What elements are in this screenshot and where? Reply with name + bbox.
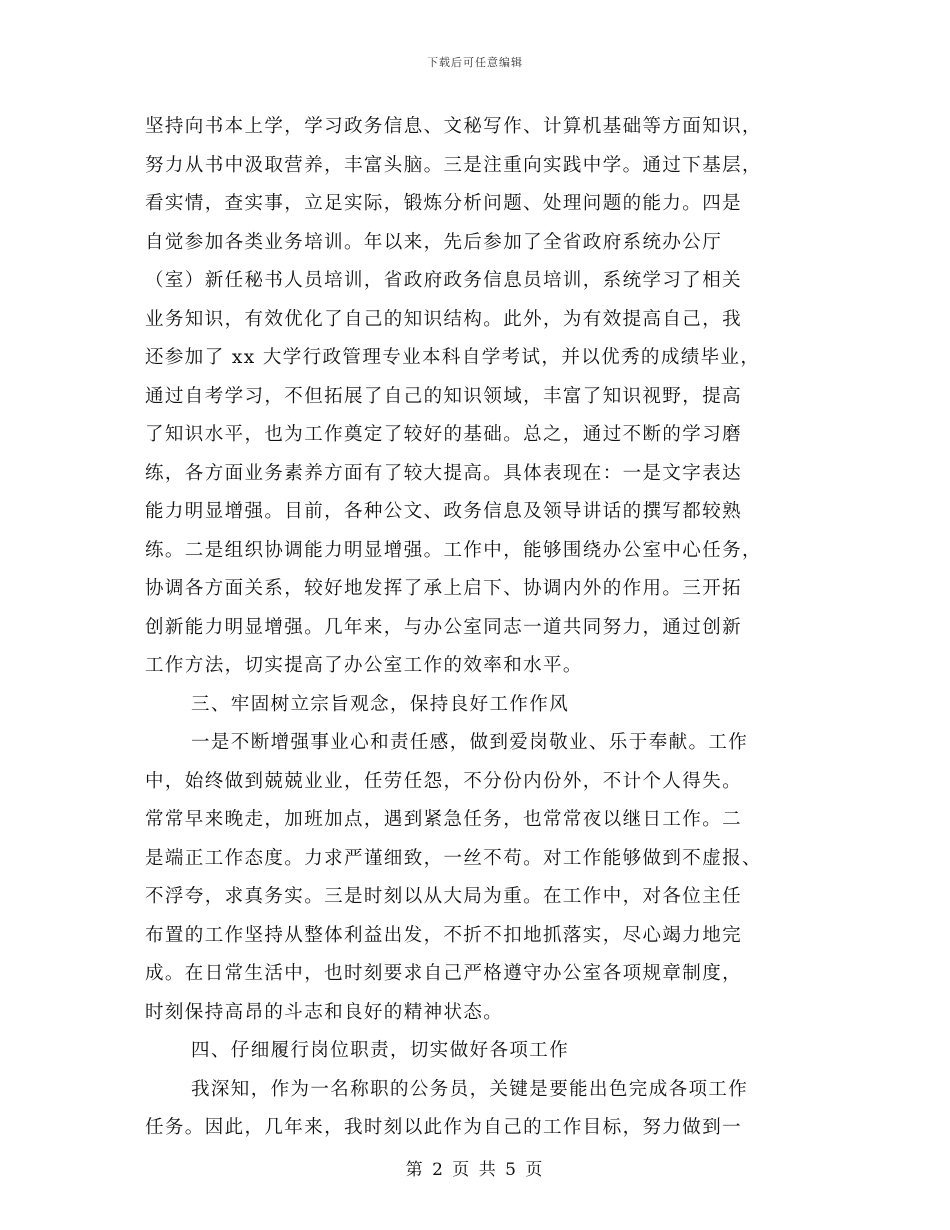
body-line: 看实情，查实事，立足实际，锻炼分析问题、处理问题的能力。四是 <box>145 193 743 214</box>
body-line: 练。二是组织协调能力明显增强。工作中，能够围绕办公室中心任务， <box>145 539 762 561</box>
body-line: 能力明显增强。目前，各种公文、政务信息及领导讲话的撰写都较熟 <box>145 501 743 522</box>
body-line: 努力从书中汲取营养，丰富头脑。三是注重向实践中学。通过下基层， <box>145 154 762 176</box>
body-line: 自觉参加各类业务培训。年以来，先后参加了全省政府系统办公厅 <box>145 231 723 253</box>
body-line: 是端正工作态度。力求严谨细致，一丝不苟。对工作能够做到不虚报、 <box>145 847 762 869</box>
body-line: 任务。因此，几年来，我时刻以此作为自己的工作目标，努力做到一 <box>145 1117 743 1138</box>
paragraph-start: 我深知，作为一名称职的公务员，关键是要能出色完成各项工作 <box>191 1078 749 1100</box>
section-heading: 四、仔细履行岗位职责，切实做好各项工作 <box>191 1040 570 1061</box>
body-line: 不浮夸，求真务实。三是时刻以从大局为重。在工作中，对各位主任 <box>145 886 743 907</box>
paragraph-start: 一是不断增强事业心和责任感，做到爱岗敬业、乐于奉献。工作 <box>191 732 749 753</box>
body-line: 还参加了 xx 大学行政管理专业本科自学考试，并以优秀的成绩毕业， <box>145 347 761 368</box>
body-line: 中，始终做到兢兢业业，任劳任怨，不分份内份外，不计个人得失。 <box>145 770 743 792</box>
body-line: 工作方法，切实提高了办公室工作的效率和水平。 <box>145 655 583 676</box>
body-line: 练，各方面业务素养方面有了较大提高。具体表现在：一是文字表达 <box>145 462 743 484</box>
body-line: 常常早来晚走，加班加点，遇到紧急任务，也常常夜以继日工作。二 <box>145 809 743 830</box>
document-body <box>145 108 805 1148</box>
body-line: （室）新任秘书人员培训，省政府政务信息员培训，系统学习了相关 <box>145 270 743 291</box>
body-line: 协调各方面关系，较好地发挥了承上启下、协调内外的作用。三开拓 <box>145 578 743 599</box>
page-footer: 第 2 页 共 5 页 <box>405 1160 545 1180</box>
body-line: 业务知识，有效优化了自己的知识结构。此外，为有效提高自己，我 <box>145 308 743 330</box>
body-line: 成。在日常生活中，也时刻要求自己严格遵守办公室各项规章制度， <box>145 963 743 984</box>
body-line: 通过自考学习，不但拓展了自己的知识领域，丰富了知识视野，提高 <box>145 385 743 407</box>
body-line: 创新能力明显增强。几年来，与办公室同志一道共同努力，通过创新 <box>145 616 743 638</box>
section-heading: 三、牢固树立宗旨观念，保持良好工作作风 <box>191 693 570 715</box>
page-header: 下载后可任意编辑 <box>427 56 523 69</box>
body-line: 布置的工作坚持从整体利益出发，不折不扣地抓落实，尽心竭力地完 <box>145 924 743 946</box>
body-line: 坚持向书本上学，学习政务信息、文秘写作、计算机基础等方面知识， <box>145 116 762 137</box>
body-line: 时刻保持高昂的斗志和良好的精神状态。 <box>145 1001 504 1023</box>
body-line: 了知识水平，也为工作奠定了较好的基础。总之，通过不断的学习磨 <box>145 424 743 445</box>
